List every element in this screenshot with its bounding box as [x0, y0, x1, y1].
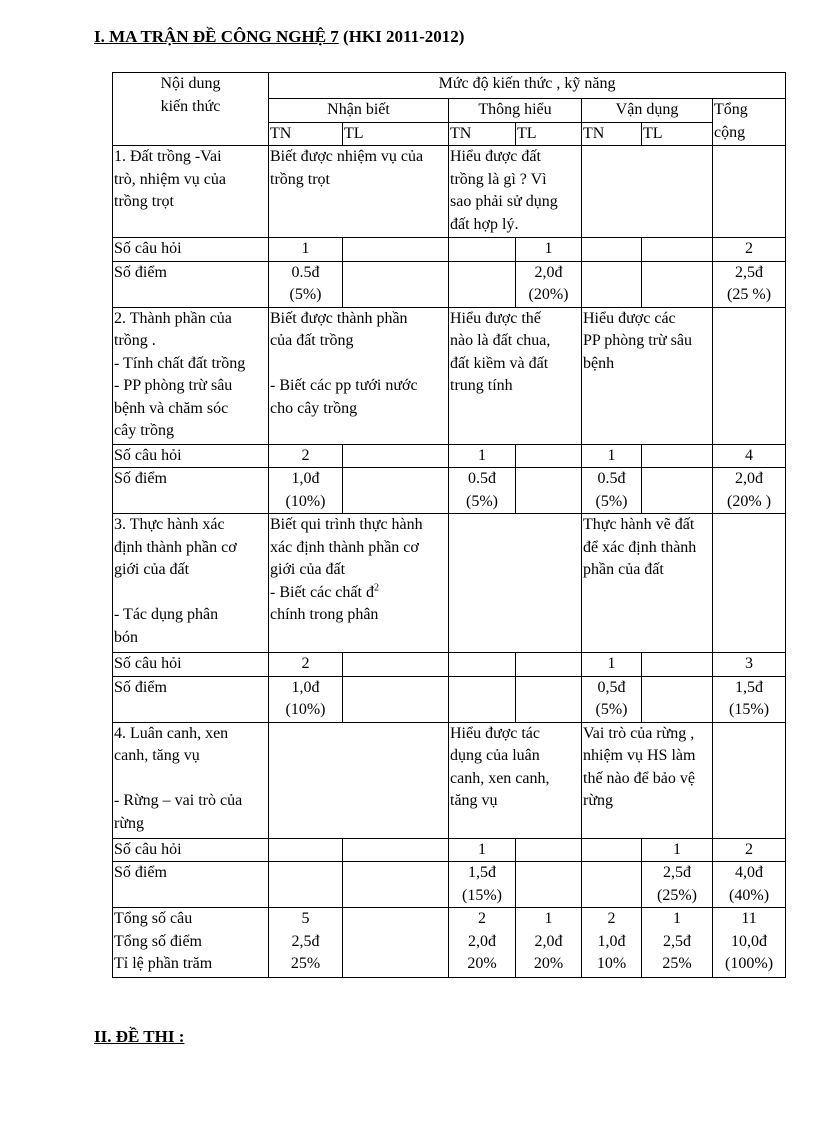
- topic-1-tong: [713, 146, 786, 238]
- empty-cell: [343, 468, 449, 514]
- topic-2-diem-nb-tn: 1,0đ (10%): [269, 468, 343, 514]
- header-nhan-biet: Nhận biết: [269, 99, 449, 123]
- header-tn: TN: [582, 122, 642, 146]
- empty-cell: [343, 238, 449, 262]
- empty-cell: [343, 862, 449, 908]
- title-suffix: (HKI 2011-2012): [338, 27, 465, 46]
- header-tong: [713, 99, 786, 146]
- empty-cell: [516, 468, 582, 514]
- topic-1-nhan-biet: Biết được nhiệm vụ của trồng trọt: [269, 146, 449, 238]
- topic-2-diem-vd-tn: 0.5đ (5%): [582, 468, 642, 514]
- empty-cell: [449, 676, 516, 722]
- topic-4-cau-tong: 2: [713, 838, 786, 862]
- topic-2-diem-tong: 2,0đ (20% ): [713, 468, 786, 514]
- empty-cell: [343, 653, 449, 677]
- topic-1-cau-tong: 2: [713, 238, 786, 262]
- header-content-cell: [113, 73, 269, 146]
- topic-2-diem-th-tn: 0.5đ (5%): [449, 468, 516, 514]
- empty-cell: [343, 676, 449, 722]
- so-diem-label: Số điểm: [113, 862, 269, 908]
- topic-4-diem-vd-tl: 2,5đ (25%): [642, 862, 713, 908]
- topic-2-cau-tong: 4: [713, 444, 786, 468]
- topic-3-nhan-biet: Biết qui trình thực hành xác định thành phần cơ giới của đất - Biết các chất $đ^2$ chính trong phân: [269, 514, 449, 653]
- empty-cell: [516, 653, 582, 677]
- topic-2-cau-nb-tn: 2: [269, 444, 343, 468]
- totals-th-tn: 2 2,0đ 20%: [449, 908, 516, 978]
- empty-cell: [516, 676, 582, 722]
- topic-3-van-dung: Thực hành vẽ đất để xác định thành phần của đất: [582, 514, 713, 653]
- empty-cell: [516, 444, 582, 468]
- empty-cell: [582, 838, 642, 862]
- topic-3-cau-vd-tn: 1: [582, 653, 642, 677]
- header-content-line: kiến thức: [160, 97, 221, 115]
- empty-cell: [642, 468, 713, 514]
- so-cau-label: Số câu hỏi: [113, 653, 269, 677]
- empty-cell: [642, 261, 713, 307]
- topic-2-cau-vd-tn: 1: [582, 444, 642, 468]
- empty-cell: [516, 838, 582, 862]
- page-title: [94, 27, 464, 47]
- topic-4-diem-th-tn: 1,5đ (15%): [449, 862, 516, 908]
- empty-cell: [642, 653, 713, 677]
- header-tn: TN: [269, 122, 343, 146]
- topic-1-van-dung: [582, 146, 713, 238]
- empty-cell: [642, 676, 713, 722]
- totals-tong: 11 10,0đ (100%): [713, 908, 786, 978]
- header-level: Mức độ kiến thức , kỹ năng: [269, 73, 786, 99]
- header-tn: TN: [449, 122, 516, 146]
- so-cau-label: Số câu hỏi: [113, 444, 269, 468]
- section-2-heading: II. ĐỀ THI :: [94, 1027, 185, 1046]
- topic-1-cau-th-tl: 1: [516, 238, 582, 262]
- topic-3-tong: [713, 514, 786, 653]
- topic-3-thong-hieu: [449, 514, 582, 653]
- topic-3-diem-vd-tn: 0,5đ (5%): [582, 676, 642, 722]
- so-cau-label: Số câu hỏi: [113, 238, 269, 262]
- so-diem-label: Số điểm: [113, 261, 269, 307]
- header-tl: TL: [642, 122, 713, 146]
- totals-nb-tn: 5 2,5đ 25%: [269, 908, 343, 978]
- topic-3-diem-nb-tn: 1,0đ (10%): [269, 676, 343, 722]
- empty-cell: [582, 261, 642, 307]
- totals-th-tl: 1 2,0đ 20%: [516, 908, 582, 978]
- empty-cell: [449, 261, 516, 307]
- topic-1-diem-th-tl: 2,0đ (20%): [516, 261, 582, 307]
- topic-2-name: 2. Thành phần của trồng . - Tính chất đất trồng - PP phòng trừ sâu bệnh và chăm sóc cây trồng: [113, 307, 269, 444]
- empty-cell: [269, 838, 343, 862]
- topic-1-name: 1. Đất trồng -Vai trò, nhiệm vụ của trồng trọt: [113, 146, 269, 238]
- topic-1-thong-hieu: Hiểu được đất trồng là gì ? Vì sao phải sử dụng đất hợp lý.: [449, 146, 582, 238]
- empty-cell: [642, 444, 713, 468]
- topic-3-diem-tong: 1,5đ (15%): [713, 676, 786, 722]
- topic-2-van-dung: Hiểu được các PP phòng trừ sâu bệnh: [582, 307, 713, 444]
- totals-vd-tl: 1 2,5đ 25%: [642, 908, 713, 978]
- topic-3-cau-nb-tn: 2: [269, 653, 343, 677]
- empty-cell: [343, 261, 449, 307]
- header-tong-line: cộng: [714, 123, 746, 141]
- empty-cell: [516, 862, 582, 908]
- topic-4-van-dung: Vai trò của rừng , nhiệm vụ HS làm thế nào để bảo vệ rừng: [582, 722, 713, 838]
- empty-cell: [582, 238, 642, 262]
- empty-cell: [343, 444, 449, 468]
- so-diem-label: Số điểm: [113, 468, 269, 514]
- topic-1-cau-nb-tn: 1: [269, 238, 343, 262]
- header-tong-line: Tổng: [714, 101, 748, 118]
- topic-4-name: 4. Luân canh, xen canh, tăng vụ - Rừng – vai trò của rừng: [113, 722, 269, 838]
- header-thong-hieu: Thông hiểu: [449, 99, 582, 123]
- so-cau-label: Số câu hỏi: [113, 838, 269, 862]
- totals-labels: Tổng số câu Tổng số điểm Tỉ lệ phần trăm: [113, 908, 269, 978]
- topic-2-tong: [713, 307, 786, 444]
- topic-1-diem-tong: 2,5đ (25 %): [713, 261, 786, 307]
- header-van-dung: Vận dụng: [582, 99, 713, 123]
- topic-2-thong-hieu: Hiểu được thế nào là đất chua, đất kiềm và đất trung tính: [449, 307, 582, 444]
- totals-vd-tn: 2 1,0đ 10%: [582, 908, 642, 978]
- header-tl: TL: [516, 122, 582, 146]
- topic-4-diem-tong: 4,0đ (40%): [713, 862, 786, 908]
- empty-cell: [343, 908, 449, 978]
- empty-cell: [582, 862, 642, 908]
- empty-cell: [343, 838, 449, 862]
- empty-cell: [449, 238, 516, 262]
- title-main: I. MA TRẬN ĐỀ CÔNG NGHỆ 7: [94, 27, 339, 46]
- empty-cell: [642, 238, 713, 262]
- header-content-line: Nội dung: [160, 75, 221, 92]
- empty-cell: [269, 862, 343, 908]
- so-diem-label: Số điểm: [113, 676, 269, 722]
- empty-cell: [449, 653, 516, 677]
- topic-3-cau-tong: 3: [713, 653, 786, 677]
- topic-3-name: 3. Thực hành xác định thành phần cơ giới của đất - Tác dụng phân bón: [113, 514, 269, 653]
- topic-4-cau-vd-tl: 1: [642, 838, 713, 862]
- topic-2-nhan-biet: Biết được thành phần của đất trồng - Biết các pp tưới nước cho cây trồng: [269, 307, 449, 444]
- topic-4-nhan-biet: [269, 722, 449, 838]
- topic-2-cau-th-tn: 1: [449, 444, 516, 468]
- topic-4-cau-th-tn: 1: [449, 838, 516, 862]
- header-tl: TL: [343, 122, 449, 146]
- knowledge-matrix-table: [112, 72, 786, 978]
- topic-4-tong: [713, 722, 786, 838]
- topic-1-diem-nb-tn: 0.5đ (5%): [269, 261, 343, 307]
- topic-4-thong-hieu: Hiểu được tác dụng của luân canh, xen canh, tăng vụ: [449, 722, 582, 838]
